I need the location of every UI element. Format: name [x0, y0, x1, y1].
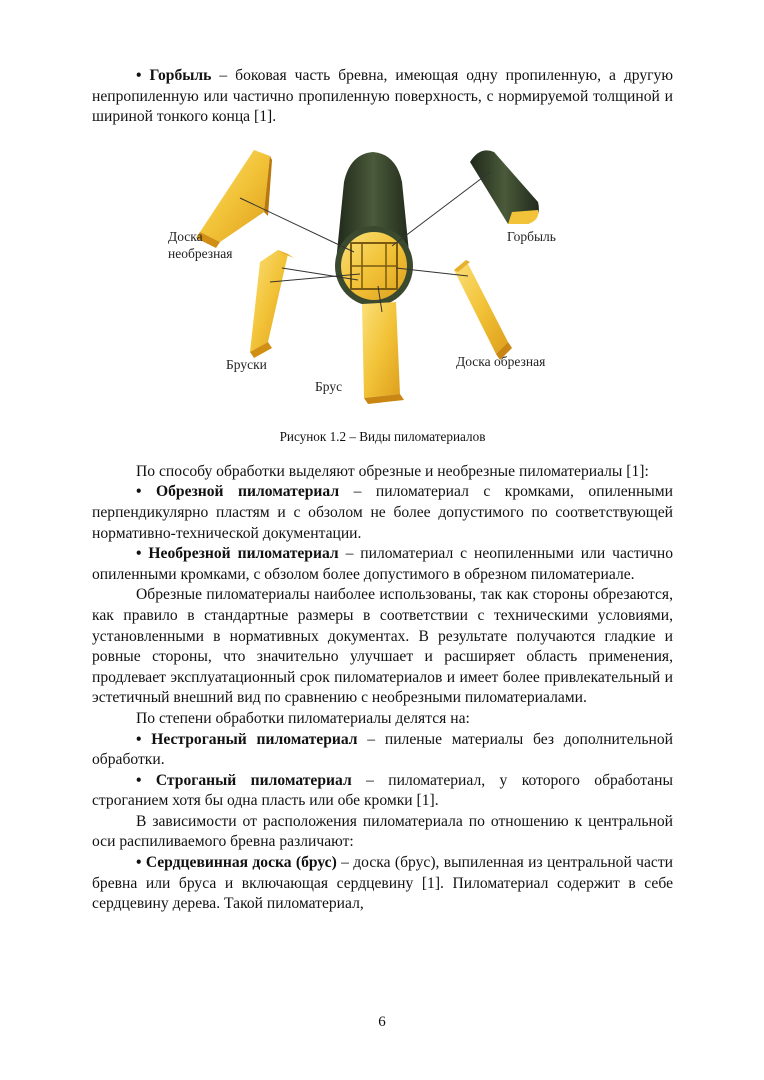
paragraph-processing-method: По способу обработки выделяют обрезные и необрезные пиломатериалы [1]:	[136, 462, 649, 480]
label-gorbyl: Горбыль	[507, 228, 556, 244]
bullet: •	[136, 67, 142, 84]
bullet-heartwood	[92, 853, 673, 915]
text-planed: – пиломатериал, у которого обработаны строганием хотя бы одна пласть или обе кромки [1].	[92, 771, 674, 810]
term-heartwood: Сердцевинная доска (брус)	[145, 854, 337, 872]
bullet: •	[136, 483, 142, 501]
text-unplaned: – пиленые материалы без дополнительной обработки.	[92, 730, 673, 769]
intro-text: – боковая часть бревна, имеющая одну пропиленную, а другую непропиленную или частично пропиленную поверхность, с нормируемой толщиной и шириной тонкого конца [1].	[92, 67, 673, 126]
bullet-edged	[92, 482, 673, 544]
paragraph-processing-degree: По степени обработки пиломатериалы делятся на:	[136, 709, 470, 727]
label-doska-obreznaya: Доска обрезная	[456, 353, 546, 369]
label-doska-line2: необрезная	[168, 245, 233, 261]
bullet: •	[136, 771, 142, 789]
term-edged: Обрезной пиломатериал	[155, 483, 340, 501]
lumber-diagram	[92, 142, 673, 422]
bullet: •	[136, 545, 142, 563]
term-unedged: Необрезной пиломатериал	[148, 545, 339, 563]
text-unedged: – пиломатериал с неопиленными или частично опиленными кромками, с обзолом более допустимого в обрезном пиломатериале.	[92, 545, 673, 583]
term-planed: Строганый пиломатериал	[155, 771, 352, 789]
figure-caption: Рисунок 1.2 – Виды пиломатериалов	[279, 428, 486, 444]
bullet-unplaned	[92, 730, 673, 771]
text-edged: – пиломатериал с кромками, опиленными перпендикулярно пластям и с обзолом не более допустимого по соответствующей нормативно-технической документации.	[92, 483, 673, 542]
paragraph-log-position: В зависимости от расположения пиломатериала по отношению к центральной оси распиливаемого бревна различают:	[92, 812, 673, 851]
page-number: 6	[378, 1014, 386, 1030]
text-heartwood: – доска (брус), выпиленная из центральной части бревна или бруса и включающая сердцевину [1]. Пиломатериал содержит в себе сердцевину дерева. Такой пиломатериал,	[92, 854, 673, 913]
document-page	[92, 66, 673, 915]
label-doska-line1: Доска	[168, 228, 203, 244]
unedged-board	[196, 150, 272, 248]
intro-paragraph	[92, 66, 673, 128]
bullet-unedged	[92, 544, 673, 585]
label-brus: Брус	[315, 378, 343, 394]
bullet-planed	[92, 771, 673, 812]
slab-piece	[470, 150, 539, 224]
central-log	[335, 152, 413, 306]
term-unplaned: Нестроганый пиломатериал	[151, 730, 358, 748]
label-bruski: Бруски	[226, 356, 267, 372]
term-gorbyl: Горбыль	[149, 67, 212, 84]
lumber-types-figure	[92, 142, 673, 422]
bullet: •	[136, 730, 142, 748]
small-bars	[250, 250, 294, 358]
paragraph-edged-usage: Обрезные пиломатериалы наиболее использованы, так как стороны обрезаются, как правило в стандартные размеры в соответствии с техническими условиями, установленными в нормативных документах. В результате получаются гладкие и ровные стороны, что значительно улучшает и расширяет область применения, продлевает эксплуатационный срок пиломатериалов и имеет более привлекательный и эстетичный внешний вид по сравнению с необрезными пиломатериалами.	[92, 586, 673, 707]
beam	[362, 302, 404, 404]
bullet: •	[136, 854, 142, 872]
